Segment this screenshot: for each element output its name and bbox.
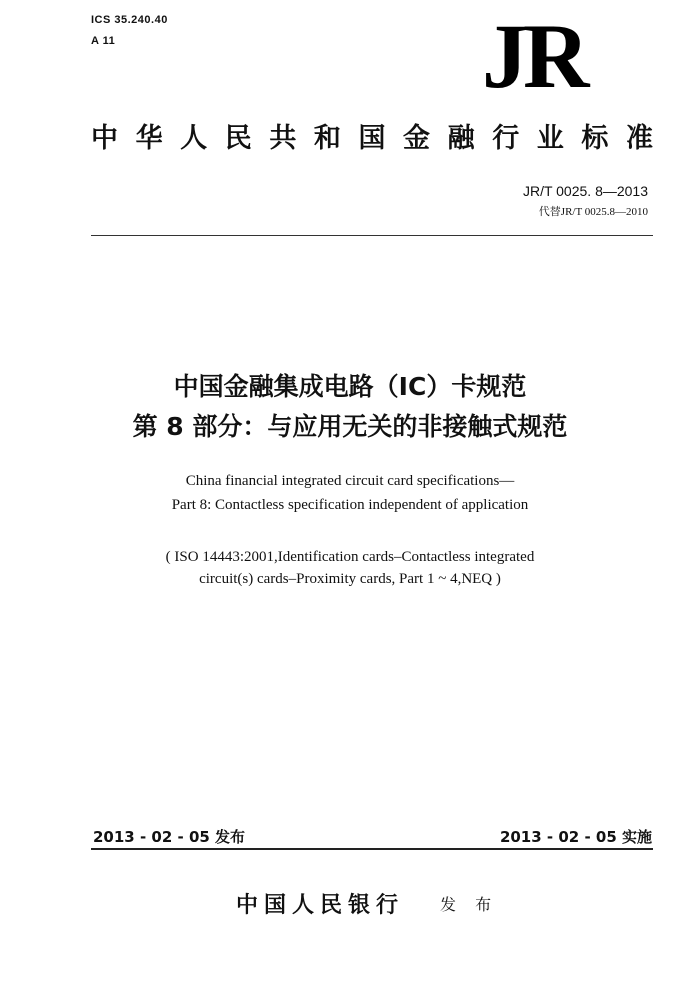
- title-char: 和: [313, 123, 341, 154]
- title-char: 业: [536, 123, 564, 154]
- bottom-divider: [91, 848, 653, 850]
- issuing-authority: 中国人民银行: [236, 892, 405, 918]
- iso-reference-line-1: ( ISO 14443:2001,Identification cards–Contactless integrated: [165, 549, 535, 565]
- issue-label: 发 布: [440, 895, 499, 914]
- title-char: 标: [581, 123, 609, 154]
- title-char: 华: [135, 123, 163, 154]
- chinese-title-line-2: 第 8 部分：与应用无关的非接触式规范: [132, 412, 568, 441]
- english-title-line-1: China financial integrated circuit card specifications—: [185, 473, 515, 489]
- title-char: 民: [224, 123, 252, 154]
- title-char: 金: [403, 123, 431, 154]
- replaces-standard: 代替JR/T 0025.8—2010: [538, 206, 648, 218]
- ics-code: ICS 35.240.40: [91, 14, 168, 26]
- english-title-line-2: Part 8: Contactless specification independent of application: [171, 497, 529, 513]
- publish-date: 2013 - 02 - 05 发布: [93, 828, 246, 846]
- standard-number: JR/T 0025. 8—2013: [522, 183, 648, 199]
- iso-reference-line-2: circuit(s) cards–Proximity cards, Part 1 ~ 4,NEQ ): [199, 571, 501, 587]
- title-char: 融: [447, 123, 475, 154]
- chinese-title-line-1: 中国金融集成电路（IC）卡规范: [173, 372, 527, 401]
- top-divider: [91, 235, 653, 236]
- title-char: 准: [625, 123, 653, 154]
- implementation-date: 2013 - 02 - 05 实施: [499, 828, 652, 846]
- title-char: 中: [91, 123, 118, 154]
- title-char: 人: [180, 123, 208, 154]
- title-char: 国: [358, 123, 386, 154]
- standard-category-title: [91, 123, 653, 155]
- title-char: 共: [269, 123, 297, 154]
- jr-logo: JR: [482, 5, 585, 107]
- title-char: 行: [492, 123, 520, 154]
- ccs-code: A 11: [91, 35, 116, 47]
